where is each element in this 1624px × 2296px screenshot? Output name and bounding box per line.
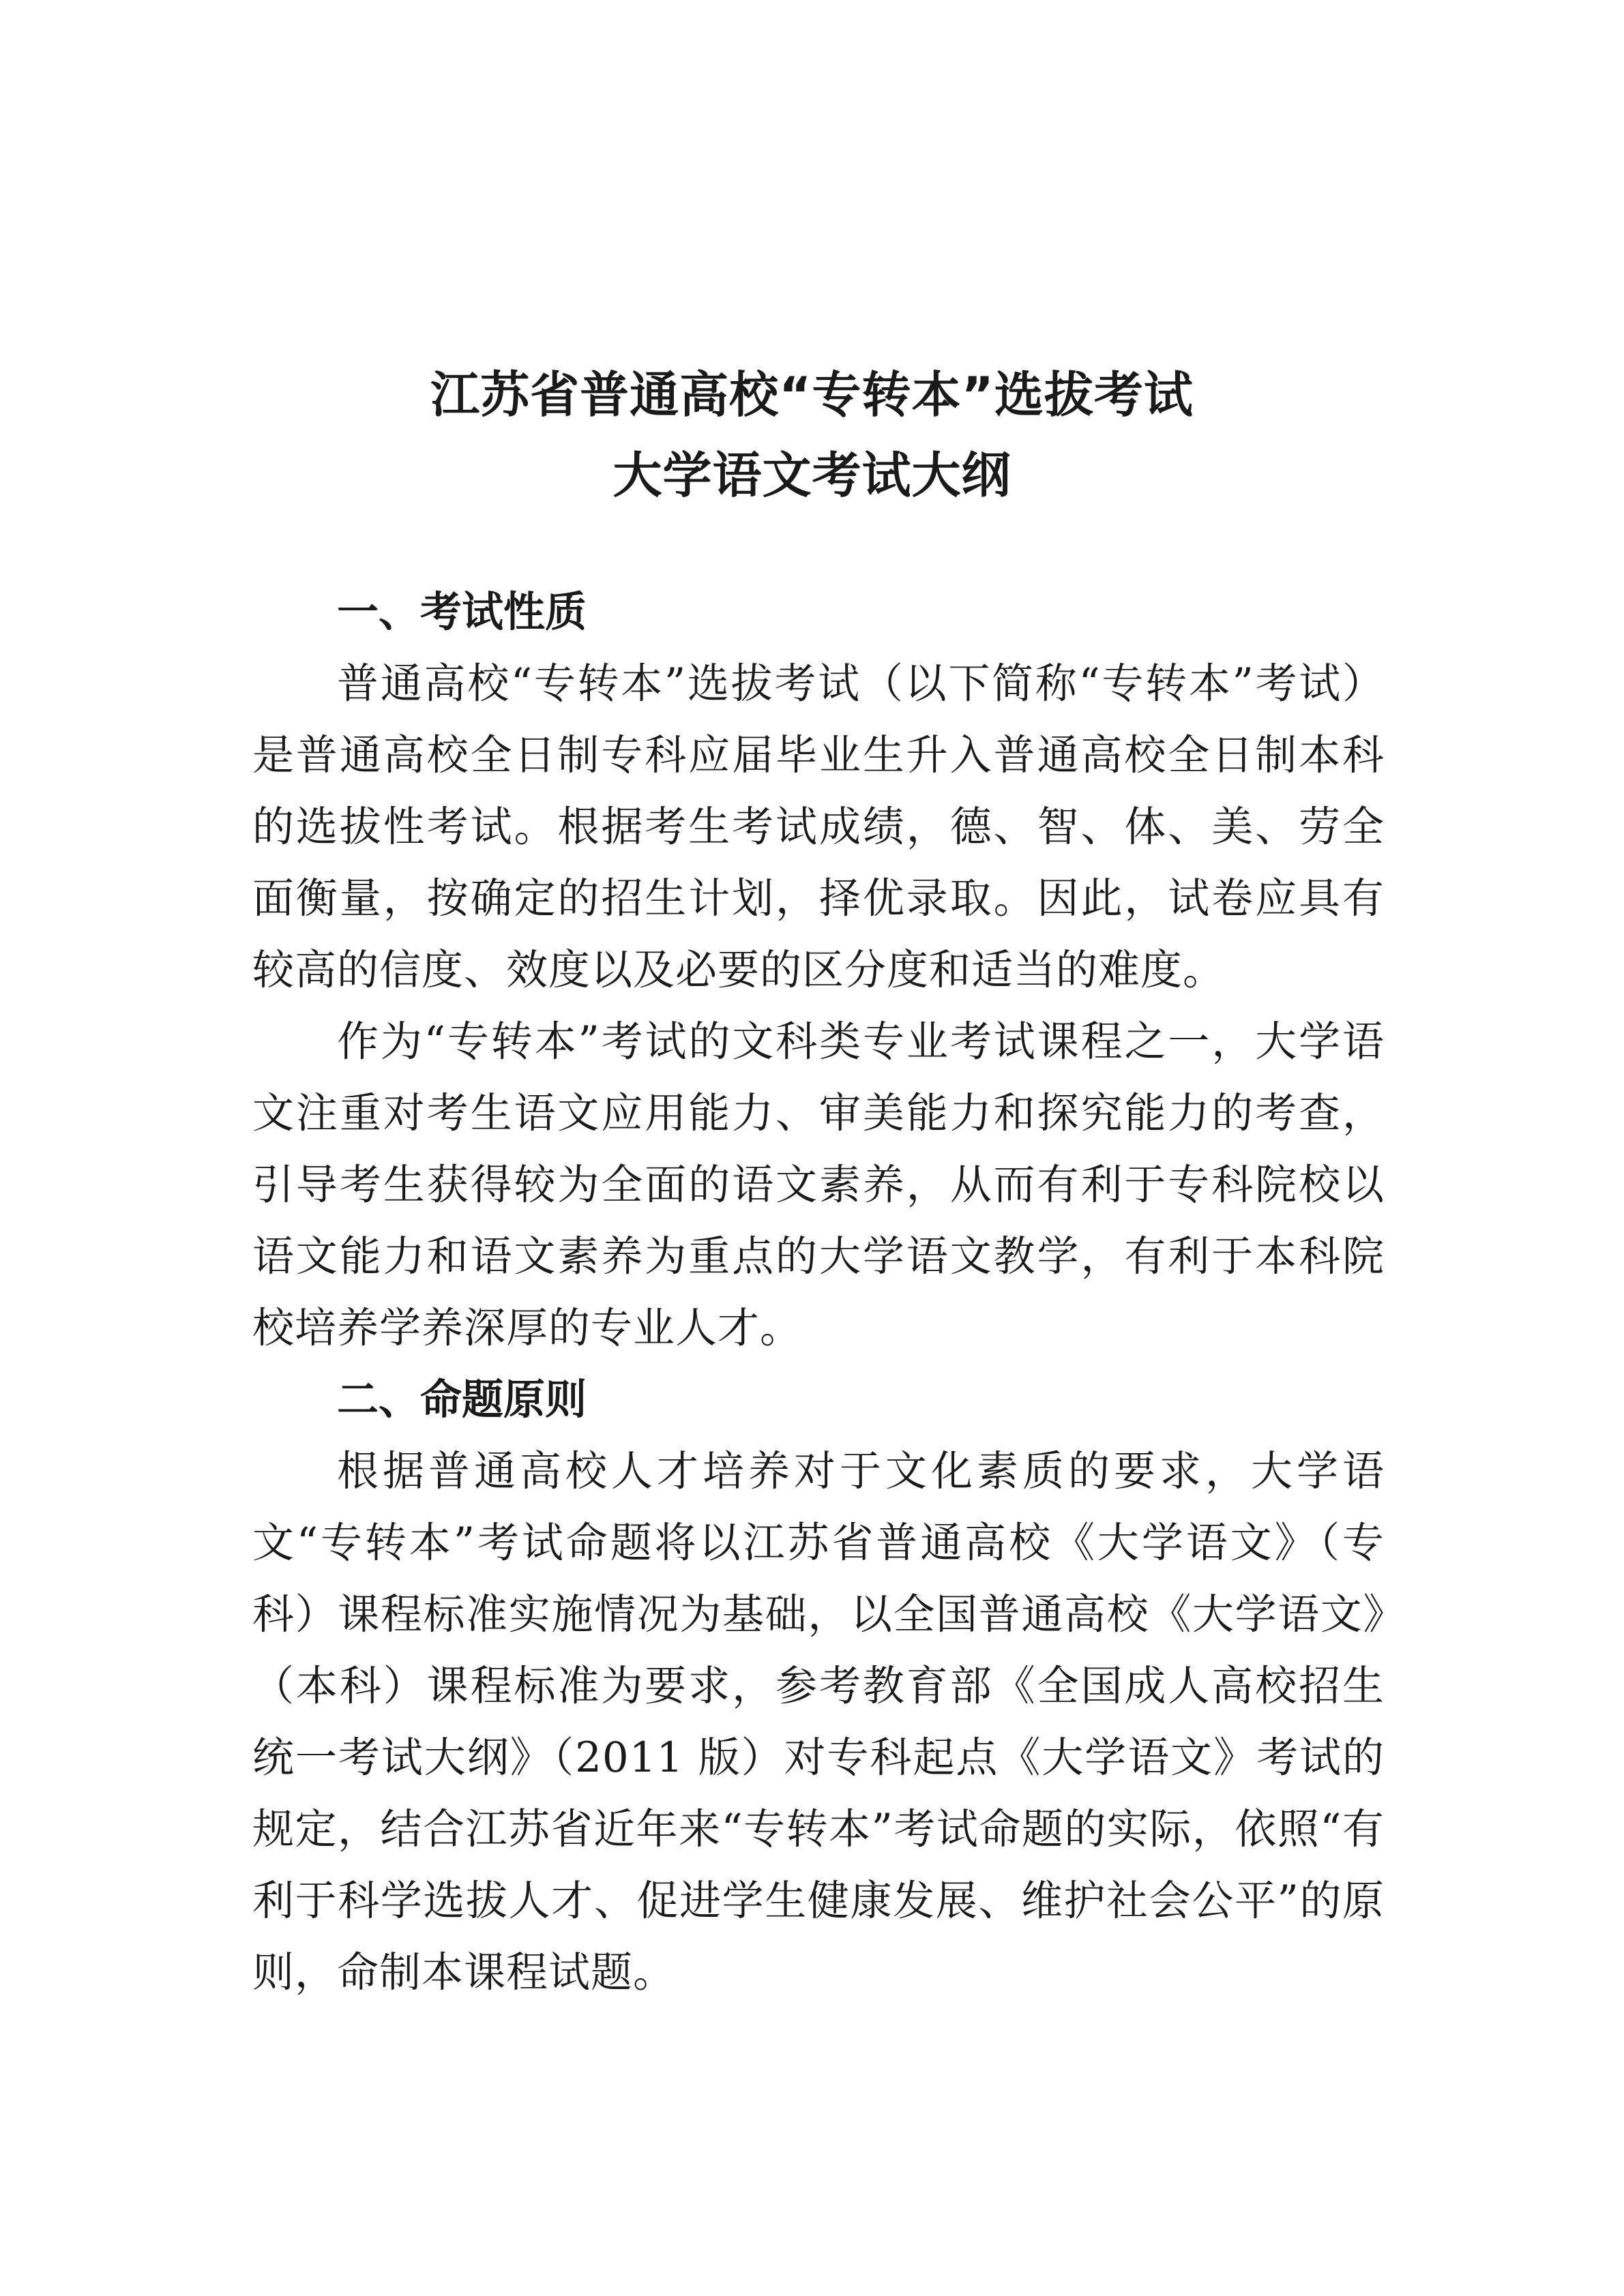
title-line-2: 大学语文考试大纲 (612, 447, 1012, 504)
section-1-paragraph-2: 作为“专转本”考试的文科类专业考试课程之一，大学语文注重对考生语文应用能力、审美能力和探究能力的考查，引导考生获得较为全面的语文素养，从而有利于专科院校以语文能力和语文素养为重点的大学语文教学，有利于本科院校培养学养深厚的专业人才。 (252, 1017, 1385, 1352)
document-title (0, 355, 1624, 516)
section-1-paragraph-1: 普通高校“专转本”选拔考试（以下简称“专转本”考试）是普通高校全日制专科应届毕业生升入普通高校全日制本科的选拔性考试。根据考生考试成绩，德、智、体、美、劳全面衡量，按确定的招生计划，择优录取。因此，试卷应具有较高的信度、效度以及必要的区分度和适当的难度。 (252, 659, 1385, 994)
section-2-paragraph-1: 根据普通高校人才培养对于文化素质的要求，大学语文“专转本”考试命题将以江苏省普通高校《大学语文》（专科）课程标准实施情况为基础，以全国普通高校《大学语文》（本科）课程标准为要求，参考教育部《全国成人高校招生统一考试大纲》（2011 版）对专科起点《大学语文》考试的规定，结合江苏省近年来“专转本”考试命题的实际，依照“有利于科学选拔人才、促进学生健康发展、维护社会公平”的原则，命制本课程试题。 (252, 1447, 1385, 1997)
document-body (252, 576, 1385, 2008)
section-heading-1: 一、考试性质 (337, 588, 587, 636)
section-heading-2: 二、命题原则 (337, 1375, 587, 1424)
title-line-1: 江苏省普通高校“专转本”选拔考试 (430, 366, 1194, 423)
